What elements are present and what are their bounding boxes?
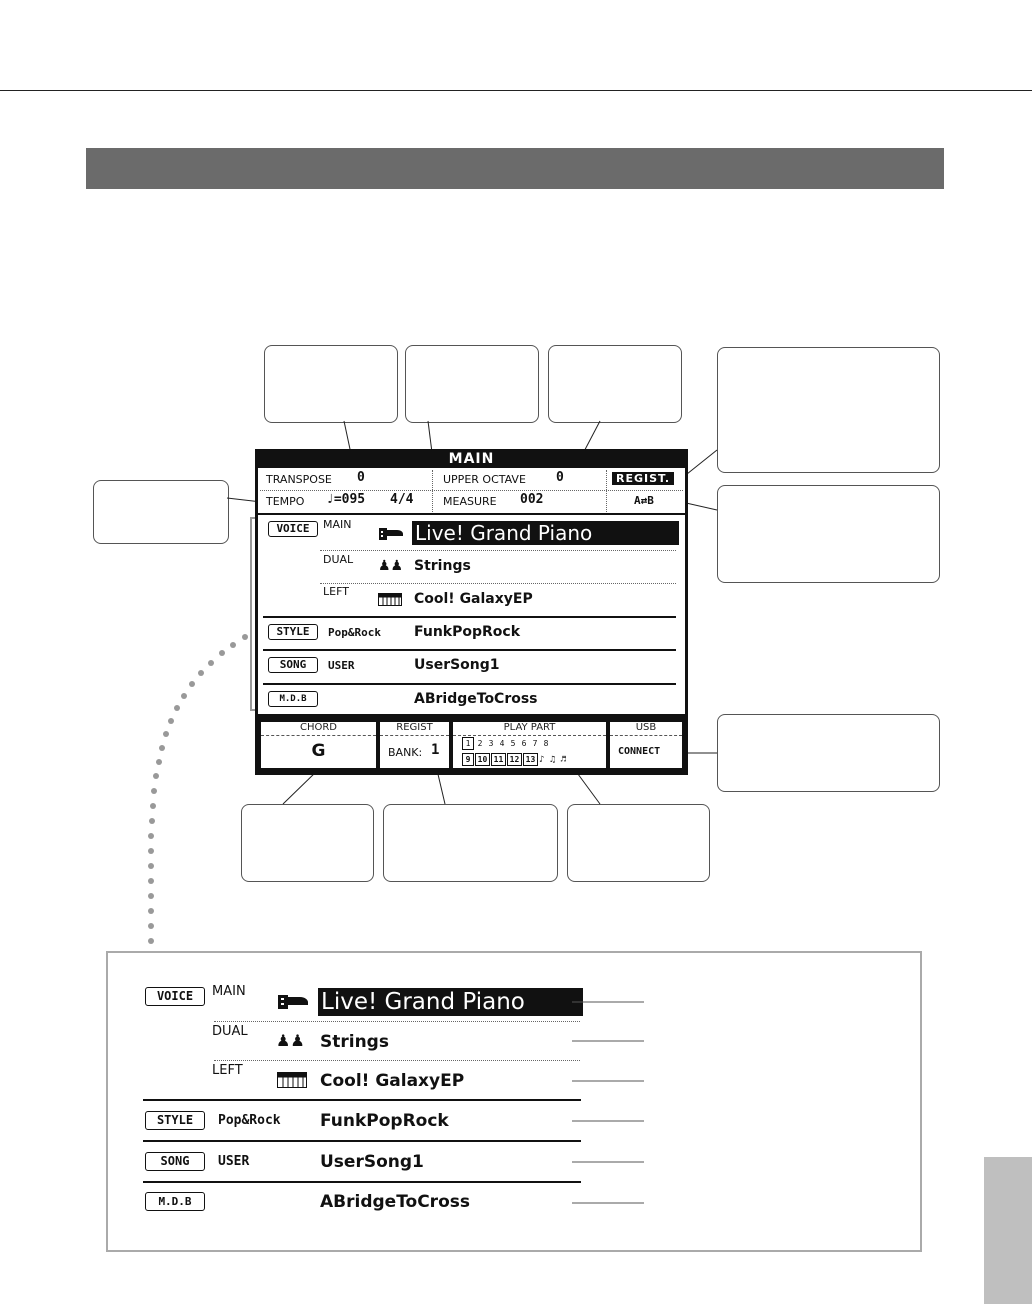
song-category: USER: [328, 659, 355, 672]
measure-label: MEASURE: [443, 495, 497, 508]
detail-style-category: Pop&Rock: [218, 1113, 281, 1128]
voice-tag: VOICE: [268, 521, 318, 537]
style-category: Pop&Rock: [328, 626, 381, 639]
time-signature: 4/4: [390, 492, 414, 507]
detail-rule-2: [214, 1060, 580, 1061]
tempo-label: TEMPO: [266, 495, 305, 508]
strings-icon: ♟♟: [378, 558, 404, 574]
part-5: 5: [510, 739, 516, 748]
mdb-tag: M.D.B: [268, 691, 318, 707]
detail-style-name: FunkPopRock: [320, 1111, 449, 1131]
detail-leader-lines: [570, 990, 650, 1215]
detail-song-name: UserSong1: [320, 1152, 424, 1172]
detail-piano-icon: [277, 994, 309, 1010]
transpose-label: TRANSPOSE: [266, 473, 332, 486]
part-8: 8: [543, 739, 549, 748]
song-tag: SONG: [268, 657, 318, 673]
detail-style-rule: [143, 1099, 581, 1101]
upper-octave-label: UPPER OCTAVE: [443, 473, 526, 486]
part-1: 1: [462, 737, 474, 750]
leader-bank: [437, 770, 445, 804]
detail-style-tag: STYLE: [145, 1111, 205, 1130]
page-side-tab: [984, 1157, 1032, 1304]
part-icons: ♪ ♫ ♬: [539, 755, 567, 765]
style-name: FunkPopRock: [414, 624, 521, 640]
regist-header: REGIST: [380, 722, 449, 736]
detail-main-label: MAIN: [212, 984, 246, 999]
detail-dual-label: DUAL: [212, 1024, 248, 1039]
detail-dual-voice: Strings: [320, 1032, 389, 1052]
part-4: 4: [499, 739, 505, 748]
transpose-value: 0: [357, 470, 365, 485]
part-6: 6: [521, 739, 527, 748]
part-2: 2: [477, 739, 483, 748]
usb-value: CONNECT: [618, 746, 661, 757]
left-label: LEFT: [323, 585, 349, 598]
part-13: 13: [523, 753, 538, 766]
lcd-divider-2: [606, 470, 607, 512]
regist-badge: REGIST.: [612, 472, 674, 485]
detail-left-label: LEFT: [212, 1063, 243, 1078]
voice-row-rule-2: [320, 583, 676, 584]
detail-rule-1: [214, 1021, 580, 1022]
dual-label: DUAL: [323, 553, 354, 566]
detail-mdb-name: ABridgeToCross: [320, 1192, 470, 1212]
detail-song-rule: [143, 1140, 581, 1142]
detail-song-category: USER: [218, 1154, 250, 1169]
chord-value: G: [311, 741, 326, 761]
song-name: UserSong1: [414, 657, 500, 673]
usb-header: USB: [610, 722, 682, 736]
lcd-top-row-rule: [260, 490, 683, 491]
lcd-title: MAIN: [448, 451, 495, 467]
left-voice-name: Cool! GalaxyEP: [414, 591, 533, 607]
part-12: 12: [507, 753, 522, 766]
style-tag: STYLE: [268, 624, 318, 640]
main-voice-name: Live! Grand Piano: [412, 521, 679, 545]
leader-play-part: [575, 770, 600, 804]
detail-main-voice: Live! Grand Piano: [318, 988, 583, 1016]
play-part-row-2: [462, 753, 566, 766]
play-part-header: PLAY PART: [453, 722, 606, 736]
measure-value: 002: [520, 492, 544, 507]
detail-left-voice: Cool! GalaxyEP: [320, 1071, 465, 1091]
keyboard-icon: [378, 593, 402, 606]
dual-voice-name: Strings: [414, 558, 471, 574]
leader-chord: [283, 770, 318, 804]
piano-icon: [378, 527, 404, 541]
main-label: MAIN: [323, 518, 352, 531]
style-rule: [263, 616, 676, 618]
play-part-row-1: [462, 737, 552, 750]
tempo-value: ♩=095: [326, 492, 366, 507]
chord-header: CHORD: [261, 722, 376, 736]
bank-label: BANK:: [388, 746, 423, 759]
part-11: 11: [491, 753, 506, 766]
mdb-rule: [263, 683, 676, 685]
detail-song-tag: SONG: [145, 1152, 205, 1171]
upper-octave-value: 0: [556, 470, 564, 485]
part-7: 7: [532, 739, 538, 748]
detail-mdb-rule: [143, 1181, 581, 1183]
part-9: 9: [462, 753, 474, 766]
mdb-name: ABridgeToCross: [414, 691, 538, 707]
voice-row-rule-1: [320, 550, 676, 551]
ab-indicator: A⇄B: [634, 494, 654, 507]
detail-voice-tag: VOICE: [145, 987, 205, 1006]
part-10: 10: [475, 753, 490, 766]
detail-keyboard-icon: [277, 1072, 307, 1088]
part-3: 3: [488, 739, 494, 748]
lcd-divider-1: [432, 470, 433, 512]
detail-strings-icon: ♟♟: [276, 1031, 305, 1050]
detail-mdb-tag: M.D.B: [145, 1192, 205, 1211]
bank-value: 1: [431, 742, 440, 758]
song-rule: [263, 649, 676, 651]
